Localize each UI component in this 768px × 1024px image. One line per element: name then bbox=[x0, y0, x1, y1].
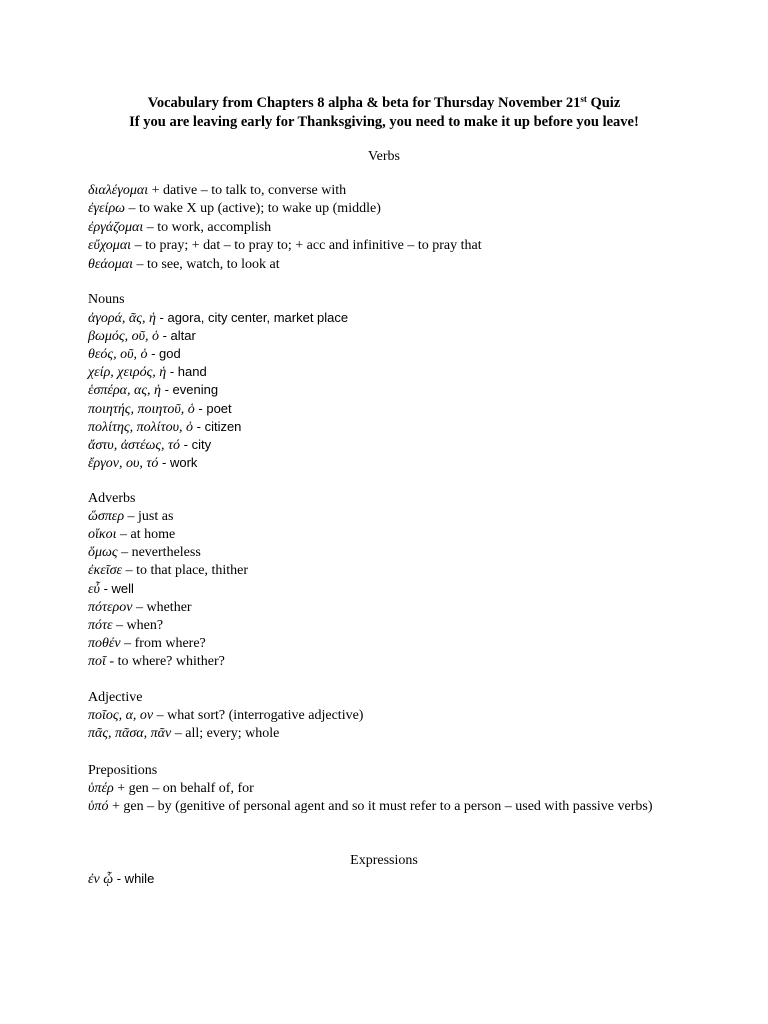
greek-term: ἄστυ, ἀστέως, τό bbox=[88, 438, 181, 453]
document-title: Vocabulary from Chapters 8 alpha & beta for Thursday November 21st Quiz bbox=[147, 94, 621, 111]
english-gloss: - city bbox=[180, 437, 212, 452]
english-gloss: + gen – by (genitive of personal agent and so it must refer to a person – used with passive verbs) bbox=[108, 799, 653, 814]
greek-term: διαλέγομαι bbox=[88, 183, 149, 198]
english-gloss: + gen – on behalf of, for bbox=[113, 781, 254, 796]
greek-term: εὔχομαι bbox=[88, 238, 132, 253]
greek-term: ὥσπερ bbox=[88, 509, 125, 524]
english-gloss: – when? bbox=[112, 618, 164, 633]
greek-term: ὑπέρ bbox=[88, 781, 114, 796]
english-gloss: - citizen bbox=[193, 419, 242, 434]
english-gloss: – whether bbox=[132, 600, 192, 615]
english-gloss: - agora, city center, market place bbox=[155, 310, 349, 325]
section-heading-prepositions: Prepositions bbox=[88, 763, 158, 778]
greek-term: θεάομαι bbox=[88, 257, 134, 272]
english-gloss: – all; every; whole bbox=[171, 726, 280, 741]
vocab-entry bbox=[88, 400, 232, 419]
greek-term: ὑπό bbox=[88, 799, 109, 814]
english-gloss: – what sort? (interrogative adjective) bbox=[153, 708, 364, 723]
greek-term: ποθέν bbox=[88, 636, 121, 651]
vocab-entry bbox=[88, 707, 363, 725]
vocab-entry bbox=[88, 580, 134, 599]
vocab-entry bbox=[88, 725, 279, 743]
vocab-entry bbox=[88, 363, 207, 382]
section-heading-nouns: Nouns bbox=[88, 292, 125, 307]
vocab-entry bbox=[88, 237, 482, 255]
greek-term: πᾶς, πᾶσα, πᾶν bbox=[88, 726, 172, 741]
english-gloss: - to where? whither? bbox=[105, 654, 225, 669]
vocab-entry bbox=[88, 599, 192, 617]
section-heading-verbs: Verbs bbox=[368, 149, 400, 164]
english-gloss: - poet bbox=[194, 401, 232, 416]
vocab-entry bbox=[88, 617, 163, 635]
english-gloss: – to that place, thither bbox=[122, 563, 249, 578]
greek-term: εὖ bbox=[88, 582, 100, 597]
greek-term: πότερον bbox=[88, 600, 133, 615]
greek-term: ἐν ᾧ bbox=[88, 872, 114, 887]
document-subtitle: If you are leaving early for Thanksgiving, you need to make it up before you leave! bbox=[129, 114, 639, 130]
greek-term: ποῖος, α, ον bbox=[88, 708, 154, 723]
greek-term: χείρ, χειρός, ἡ bbox=[88, 365, 167, 380]
vocab-entry bbox=[88, 200, 381, 218]
section-heading-adverbs: Adverbs bbox=[88, 491, 136, 506]
vocab-entry bbox=[88, 635, 206, 653]
english-gloss: - hand bbox=[166, 364, 207, 379]
english-gloss: - well bbox=[99, 581, 134, 596]
english-gloss: + dative – to talk to, converse with bbox=[148, 183, 347, 198]
greek-term: ὅμως bbox=[88, 545, 118, 560]
vocab-entry bbox=[88, 454, 197, 473]
vocab-entry bbox=[88, 182, 346, 200]
section-heading-expressions: Expressions bbox=[350, 853, 418, 868]
vocab-entry bbox=[88, 526, 175, 544]
greek-term: πολίτης, πολίτου, ὁ bbox=[88, 420, 194, 435]
vocab-entry bbox=[88, 544, 201, 562]
english-gloss: – at home bbox=[116, 527, 176, 542]
vocab-entry bbox=[88, 219, 271, 237]
vocab-entry bbox=[88, 508, 173, 526]
greek-term: ποιητής, ποιητοῦ, ὁ bbox=[88, 402, 195, 417]
vocab-entry bbox=[88, 653, 225, 671]
english-gloss: – to see, watch, to look at bbox=[133, 257, 280, 272]
vocab-entry bbox=[88, 780, 254, 798]
vocab-entry bbox=[88, 436, 211, 455]
greek-term: βωμός, οῦ, ὁ bbox=[88, 329, 159, 344]
greek-term: ἐκεῖσε bbox=[88, 563, 123, 578]
vocab-entry bbox=[88, 345, 181, 364]
vocab-entry bbox=[88, 798, 688, 816]
english-gloss: – nevertheless bbox=[117, 545, 201, 560]
english-gloss: – to wake X up (active); to wake up (middle) bbox=[125, 201, 381, 216]
greek-term: πότε bbox=[88, 618, 113, 633]
english-gloss: - work bbox=[158, 455, 198, 470]
greek-term: ἀγορά, ᾶς, ἡ bbox=[88, 311, 156, 326]
english-gloss: – from where? bbox=[120, 636, 206, 651]
english-gloss: – to pray; + dat – to pray to; + acc and infinitive – to pray that bbox=[131, 238, 482, 253]
greek-term: ποῖ bbox=[88, 654, 106, 669]
english-gloss: - god bbox=[147, 346, 181, 361]
english-gloss: – just as bbox=[124, 509, 174, 524]
vocab-entry bbox=[88, 562, 248, 580]
vocab-entry bbox=[88, 870, 154, 889]
greek-term: οἴκοι bbox=[88, 527, 117, 542]
vocab-entry bbox=[88, 309, 348, 328]
vocab-entry bbox=[88, 256, 280, 274]
english-gloss: - while bbox=[113, 871, 155, 886]
english-gloss: - evening bbox=[161, 382, 219, 397]
greek-term: ἐγείρω bbox=[88, 201, 126, 216]
section-heading-adjective: Adjective bbox=[88, 690, 143, 705]
english-gloss: - altar bbox=[159, 328, 196, 343]
greek-term: ἐργάζομαι bbox=[88, 220, 144, 235]
greek-term: ἔργον, ου, τό bbox=[88, 456, 159, 471]
greek-term: θεός, οῦ, ὁ bbox=[88, 347, 148, 362]
english-gloss: – to work, accomplish bbox=[143, 220, 272, 235]
vocab-entry bbox=[88, 418, 241, 437]
vocab-entry bbox=[88, 381, 218, 400]
vocab-entry bbox=[88, 327, 196, 346]
greek-term: ἑσπέρα, ας, ἡ bbox=[88, 383, 161, 398]
